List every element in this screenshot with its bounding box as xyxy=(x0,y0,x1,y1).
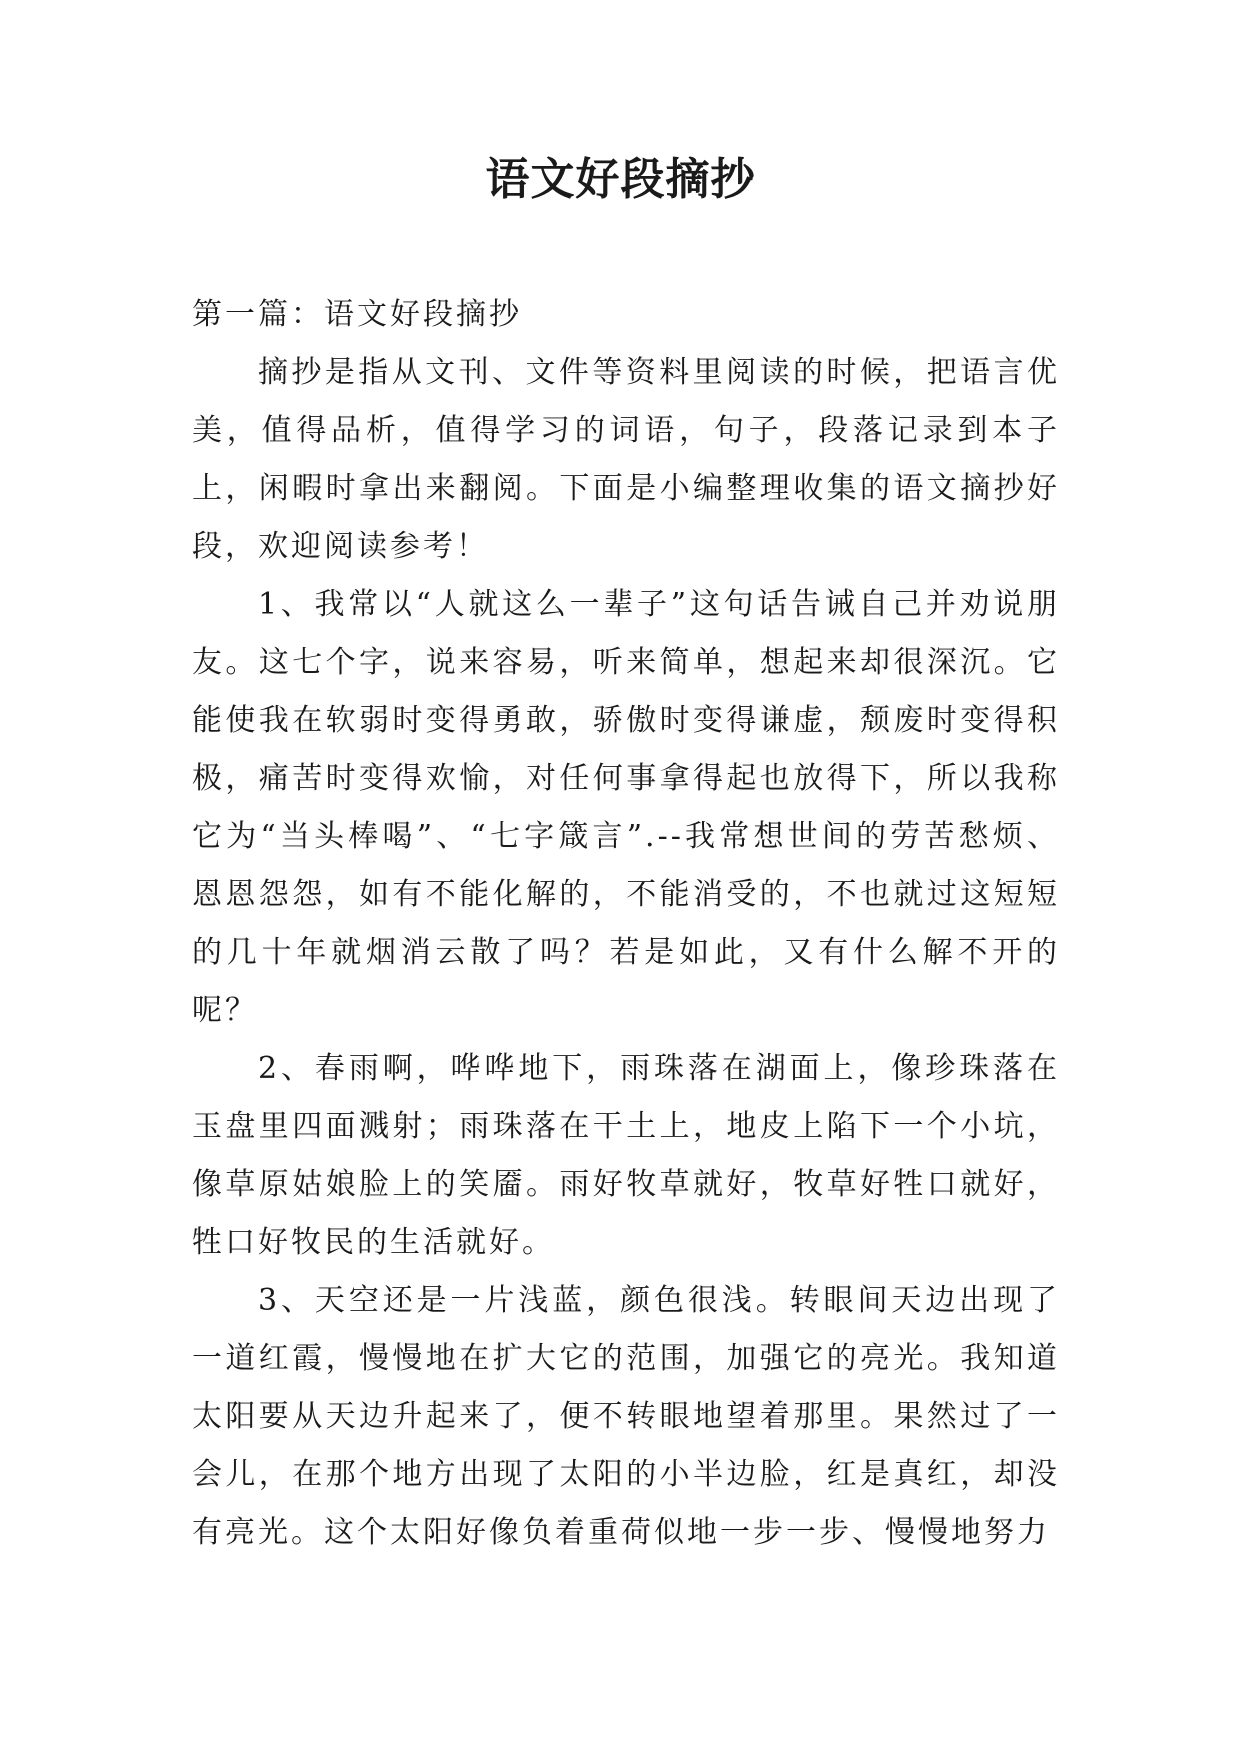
section-heading: 第一篇：语文好段摘抄 xyxy=(192,297,522,332)
paragraph-3: 3、天空还是一片浅蓝，颜色很浅。转眼间天边出现了一道红霞，慢慢地在扩大它的范围，加强它的亮光。我知道太阳要从天边升起来了，便不转眼地望着那里。果然过了一会儿，在那个地方出现了太阳的小半边脸，红是真红，却没有亮光。这个太阳好像负着重荷似地一步一步、慢慢地努力 xyxy=(192,1283,1060,1550)
document-body xyxy=(192,286,1060,1562)
paragraph-intro: 摘抄是指从文刊、文件等资料里阅读的时候，把语言优美，值得品析，值得学习的词语，句子，段落记录到本子上，闲暇时拿出来翻阅。下面是小编整理收集的语文摘抄好段，欢迎阅读参考！ xyxy=(192,355,1060,564)
document-title: 语文好段摘抄 xyxy=(485,154,756,205)
paragraph-1: 1、我常以“人就这么一辈子”这句话告诫自己并劝说朋友。这七个字，说来容易，听来简单，想起来却很深沉。它能使我在软弱时变得勇敢，骄傲时变得谦虚，颓废时变得积极，痛苦时变得欢愉，对任何事拿得起也放得下，所以我称它为“当头棒喝”、“七字箴言”.--我常想世间的劳苦愁烦、恩恩怨怨，如有不能化解的，不能消受的，不也就过这短短的几十年就烟消云散了吗？若是如此，又有什么解不开的呢？ xyxy=(192,587,1060,1028)
paragraph-2: 2、春雨啊，哗哗地下，雨珠落在湖面上，像珍珠落在玉盘里四面溅射；雨珠落在干土上，地皮上陷下一个小坑，像草原姑娘脸上的笑靥。雨好牧草就好，牧草好牲口就好，牲口好牧民的生活就好。 xyxy=(192,1051,1060,1260)
